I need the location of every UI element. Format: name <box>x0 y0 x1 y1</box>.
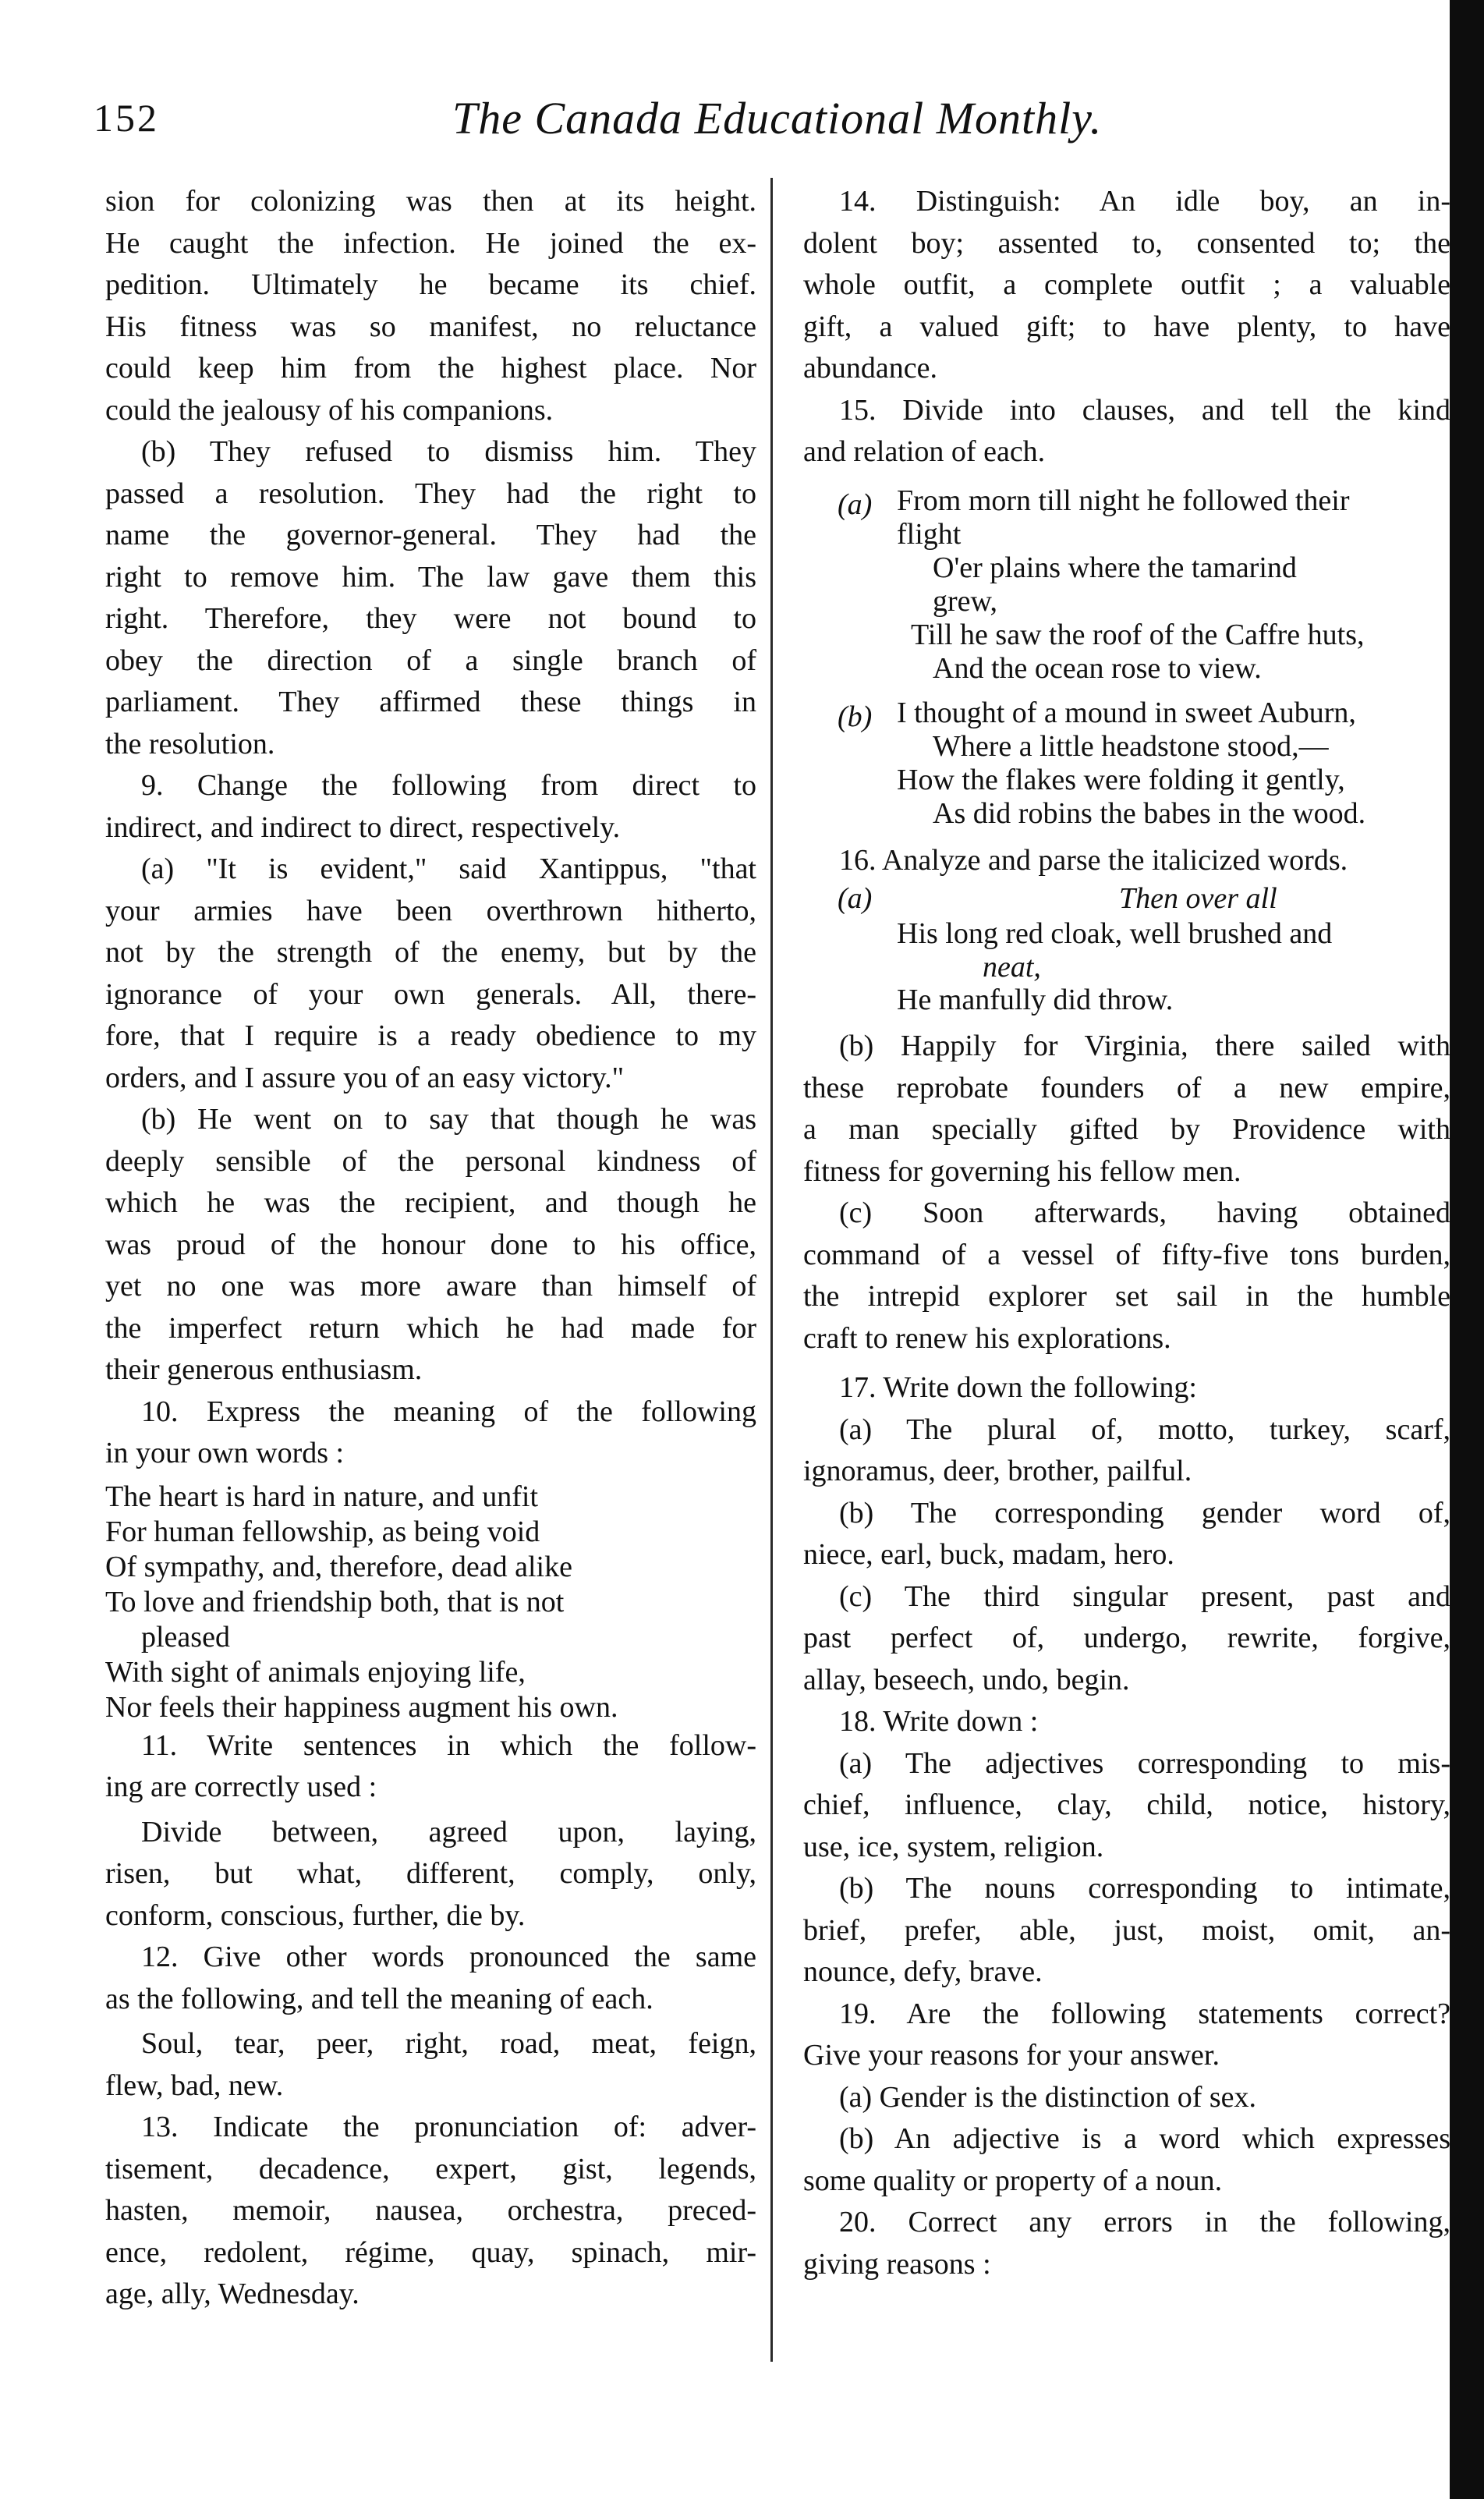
text-line: could the jealousy of his companions. <box>105 393 554 427</box>
question-9 <box>105 765 756 849</box>
text-line: sion for colonizing was then at its height. <box>105 185 756 218</box>
text-line: Divide between, agreed upon, laying, <box>141 1815 756 1849</box>
paragraph-resolution <box>105 431 756 765</box>
verse-line: His long red cloak, well brushed and <box>897 917 1333 950</box>
item-label: (a) <box>838 487 873 521</box>
text-line: (b) An adjective is a word which expresses <box>839 2122 1450 2155</box>
text-line: (c) Soon afterwards, having obtained <box>839 1196 1450 1229</box>
text-line: gift, a valued gift; to have plenty, to have <box>803 310 1450 343</box>
text-line: age, ally, Wednesday. <box>105 2277 359 2310</box>
poem-line: To love and friendship both, that is not <box>105 1585 565 1618</box>
text-line: right. Therefore, they were not bound to <box>105 602 756 635</box>
verse-line: O'er plains where the tamarind <box>933 551 1297 584</box>
text-line: (b) They refused to dismiss him. They <box>141 435 756 468</box>
paragraph-colonizing <box>105 181 756 431</box>
page-header <box>86 87 1178 158</box>
text-line: ence, redolent, régime, quay, spinach, mir- <box>105 2235 756 2269</box>
text-line: right to remove him. The law gave them this <box>105 560 756 594</box>
poem-line: For human fellowship, as being void <box>105 1515 540 1548</box>
text-line: He caught the infection. He joined the ex- <box>105 226 756 260</box>
page-number: 152 <box>94 96 159 140</box>
question-12-words <box>105 2023 756 2107</box>
question-9b <box>105 1099 756 1391</box>
text-line: pedition. Ultimately he became its chief. <box>105 268 756 301</box>
question-17a <box>803 1409 1450 1493</box>
text-line: was proud of the honour done to his office, <box>105 1228 756 1261</box>
text-line: 17. Write down the following: <box>839 1371 1197 1404</box>
question-19b <box>803 2118 1450 2202</box>
item-label: (a) <box>838 882 873 915</box>
text-line: dolent boy; assented to, consented to; the <box>803 226 1450 260</box>
text-line: could keep him from the highest place. Nor <box>105 352 756 385</box>
question-17c <box>803 1576 1450 1702</box>
text-line: the imperfect return which he had made for <box>105 1311 756 1345</box>
verse-line: I thought of a mound in sweet Auburn, <box>897 696 1356 729</box>
question-18b <box>803 1868 1450 1994</box>
text-line: (a) "It is evident," said Xantippus, "that <box>141 852 756 885</box>
text-line: giving reasons : <box>803 2247 991 2281</box>
poem-line: Of sympathy, and, therefore, dead alike <box>105 1550 572 1583</box>
text-line: yet no one was more aware than himself of <box>105 1270 756 1303</box>
verse-line: flight <box>897 517 962 551</box>
right-column <box>803 181 1450 2285</box>
question-18 <box>803 1701 1450 1743</box>
text-line: not by the strength of the enemy, but by the <box>105 936 756 969</box>
question-13 <box>105 2107 756 2316</box>
text-line: fitness for governing his fellow men. <box>803 1154 1241 1188</box>
text-line: hasten, memoir, nausea, orchestra, preced- <box>105 2194 756 2227</box>
page-edge-shadow <box>1450 0 1484 2499</box>
text-line: flew, bad, new. <box>105 2068 284 2102</box>
text-line: Give your reasons for your answer. <box>803 2039 1220 2072</box>
text-line: as the following, and tell the meaning of each. <box>105 1982 653 2015</box>
text-line: 12. Give other words pronounced the same <box>141 1941 756 1973</box>
question-19a <box>803 2077 1450 2119</box>
text-line: ignoramus, deer, brother, pailful. <box>803 1455 1192 1487</box>
text-line: the intrepid explorer set sail in the humble <box>803 1280 1450 1313</box>
text-line: craft to renew his explorations. <box>803 1321 1171 1355</box>
verse-line: grew, <box>933 584 997 618</box>
text-line: niece, earl, buck, madam, hero. <box>803 1538 1174 1571</box>
question-17b <box>803 1493 1450 1576</box>
verse-line: Where a little headstone stood,— <box>933 729 1329 763</box>
question-17 <box>803 1367 1450 1409</box>
verse-line: And the ocean rose to view. <box>933 651 1262 685</box>
text-line: (a) The adjectives corresponding to mis- <box>839 1746 1450 1780</box>
text-line: Soul, tear, peer, right, road, meat, feign, <box>141 2027 756 2060</box>
question-9a <box>105 849 756 1099</box>
question-12 <box>105 1937 756 2020</box>
text-line: past perfect of, undergo, rewrite, forgive, <box>803 1622 1450 1654</box>
text-line: passed a resolution. They had the right to <box>105 477 756 510</box>
question-18a <box>803 1743 1450 1869</box>
question-15 <box>803 390 1450 473</box>
text-line: orders, and I assure you of an easy victory." <box>105 1061 625 1094</box>
left-column <box>105 181 756 2316</box>
question-16a <box>803 881 1450 1018</box>
verse-line: From morn till night he followed their <box>897 484 1350 517</box>
text-line: parliament. They affirmed these things in <box>105 686 756 718</box>
question-10-poem <box>105 1480 756 1725</box>
text-line: in your own words : <box>105 1437 345 1469</box>
text-line: nounce, defy, brave. <box>803 1955 1043 1988</box>
text-line: (a) The plural of, motto, turkey, scarf, <box>839 1413 1450 1446</box>
item-label: (b) <box>838 700 873 733</box>
question-14 <box>803 181 1450 390</box>
running-title: The Canada Educational Monthly. <box>452 93 1103 144</box>
verse-line: neat, <box>983 951 1041 984</box>
verse-line: Then over all <box>1119 882 1277 915</box>
text-line: 13. Indicate the pronunciation of: adver- <box>141 2111 756 2143</box>
question-11 <box>105 1725 756 1809</box>
text-line: (b) Happily for Virginia, there sailed with <box>839 1030 1450 1062</box>
text-line: (a) Gender is the distinction of sex. <box>839 2080 1257 2114</box>
text-line: the resolution. <box>105 727 275 760</box>
text-line: His fitness was so manifest, no reluctance <box>105 310 756 343</box>
verse-line: He manfully did throw. <box>897 984 1174 1016</box>
text-line: risen, but what, different, comply, only, <box>105 1857 756 1890</box>
text-line: allay, beseech, undo, begin. <box>803 1663 1130 1696</box>
verse-line: As did robins the babes in the wood. <box>933 796 1366 830</box>
text-line: these reprobate founders of a new empire, <box>803 1071 1450 1104</box>
text-line: command of a vessel of fifty-five tons burden, <box>803 1238 1450 1271</box>
text-line: 18. Write down : <box>839 1705 1039 1738</box>
text-line: ing are correctly used : <box>105 1771 377 1803</box>
text-line: and relation of each. <box>803 435 1046 468</box>
text-line: name the governor-general. They had the <box>105 519 756 551</box>
text-line: 9. Change the following from direct to <box>141 769 756 802</box>
question-10 <box>105 1391 756 1475</box>
question-16c <box>803 1193 1450 1359</box>
question-19 <box>803 1994 1450 2077</box>
question-20 <box>803 2202 1450 2285</box>
text-line: 16. Analyze and parse the italicized words. <box>839 843 1348 877</box>
text-line: 10. Express the meaning of the following <box>141 1395 756 1428</box>
question-15b <box>803 697 1450 831</box>
text-line: (c) The third singular present, past and <box>839 1579 1450 1613</box>
text-line: tisement, decadence, expert, gist, legends, <box>105 2152 756 2185</box>
text-line: 15. Divide into clauses, and tell the kind <box>839 393 1450 427</box>
text-line: (b) The nouns corresponding to intimate, <box>839 1872 1450 1905</box>
text-line: deeply sensible of the personal kindness of <box>105 1144 756 1178</box>
text-line: 19. Are the following statements correct? <box>839 1997 1450 2030</box>
poem-line: With sight of animals enjoying life, <box>105 1655 526 1689</box>
question-11-words <box>105 1812 756 1937</box>
text-line: indirect, and indirect to direct, respectively. <box>105 810 621 844</box>
column-divider <box>770 178 773 2362</box>
verse-line: Till he saw the roof of the Caffre huts, <box>911 618 1365 651</box>
text-line: 20. Correct any errors in the following, <box>839 2206 1450 2238</box>
poem-line: Nor feels their happiness augment his own. <box>105 1690 618 1724</box>
text-line: a man specially gifted by Providence with <box>803 1113 1450 1146</box>
text-line: (b) The corresponding gender word of, <box>839 1496 1450 1530</box>
text-line: brief, prefer, able, just, moist, omit, an- <box>803 1913 1450 1947</box>
text-line: your armies have been overthrown hitherto, <box>105 894 756 927</box>
text-line: 14. Distinguish: An idle boy, an in- <box>839 185 1450 218</box>
poem-line: The heart is hard in nature, and unfit <box>105 1480 539 1513</box>
text-line: obey the direction of a single branch of <box>105 643 756 677</box>
text-line: abundance. <box>803 352 937 385</box>
question-16b <box>803 1026 1450 1193</box>
question-16 <box>803 840 1450 882</box>
question-15a <box>803 484 1450 686</box>
poem-line: pleased <box>141 1620 230 1654</box>
text-line: chief, influence, clay, child, notice, history, <box>803 1788 1450 1821</box>
text-line: whole outfit, a complete outfit ; a valuable <box>803 268 1450 301</box>
verse-line: How the flakes were folding it gently, <box>897 763 1345 796</box>
text-line: 11. Write sentences in which the follow- <box>141 1728 756 1762</box>
text-line: some quality or property of a noun. <box>803 2164 1223 2197</box>
text-line: their generous enthusiasm. <box>105 1353 423 1386</box>
text-line: fore, that I require is a ready obedience to my <box>105 1019 756 1052</box>
text-line: which he was the recipient, and though he <box>105 1186 756 1219</box>
text-line: use, ice, system, religion. <box>803 1830 1104 1863</box>
text-line: conform, conscious, further, die by. <box>105 1898 526 1932</box>
text-line: (b) He went on to say that though he was <box>141 1103 756 1136</box>
text-line: ignorance of your own generals. All, there- <box>105 977 756 1011</box>
